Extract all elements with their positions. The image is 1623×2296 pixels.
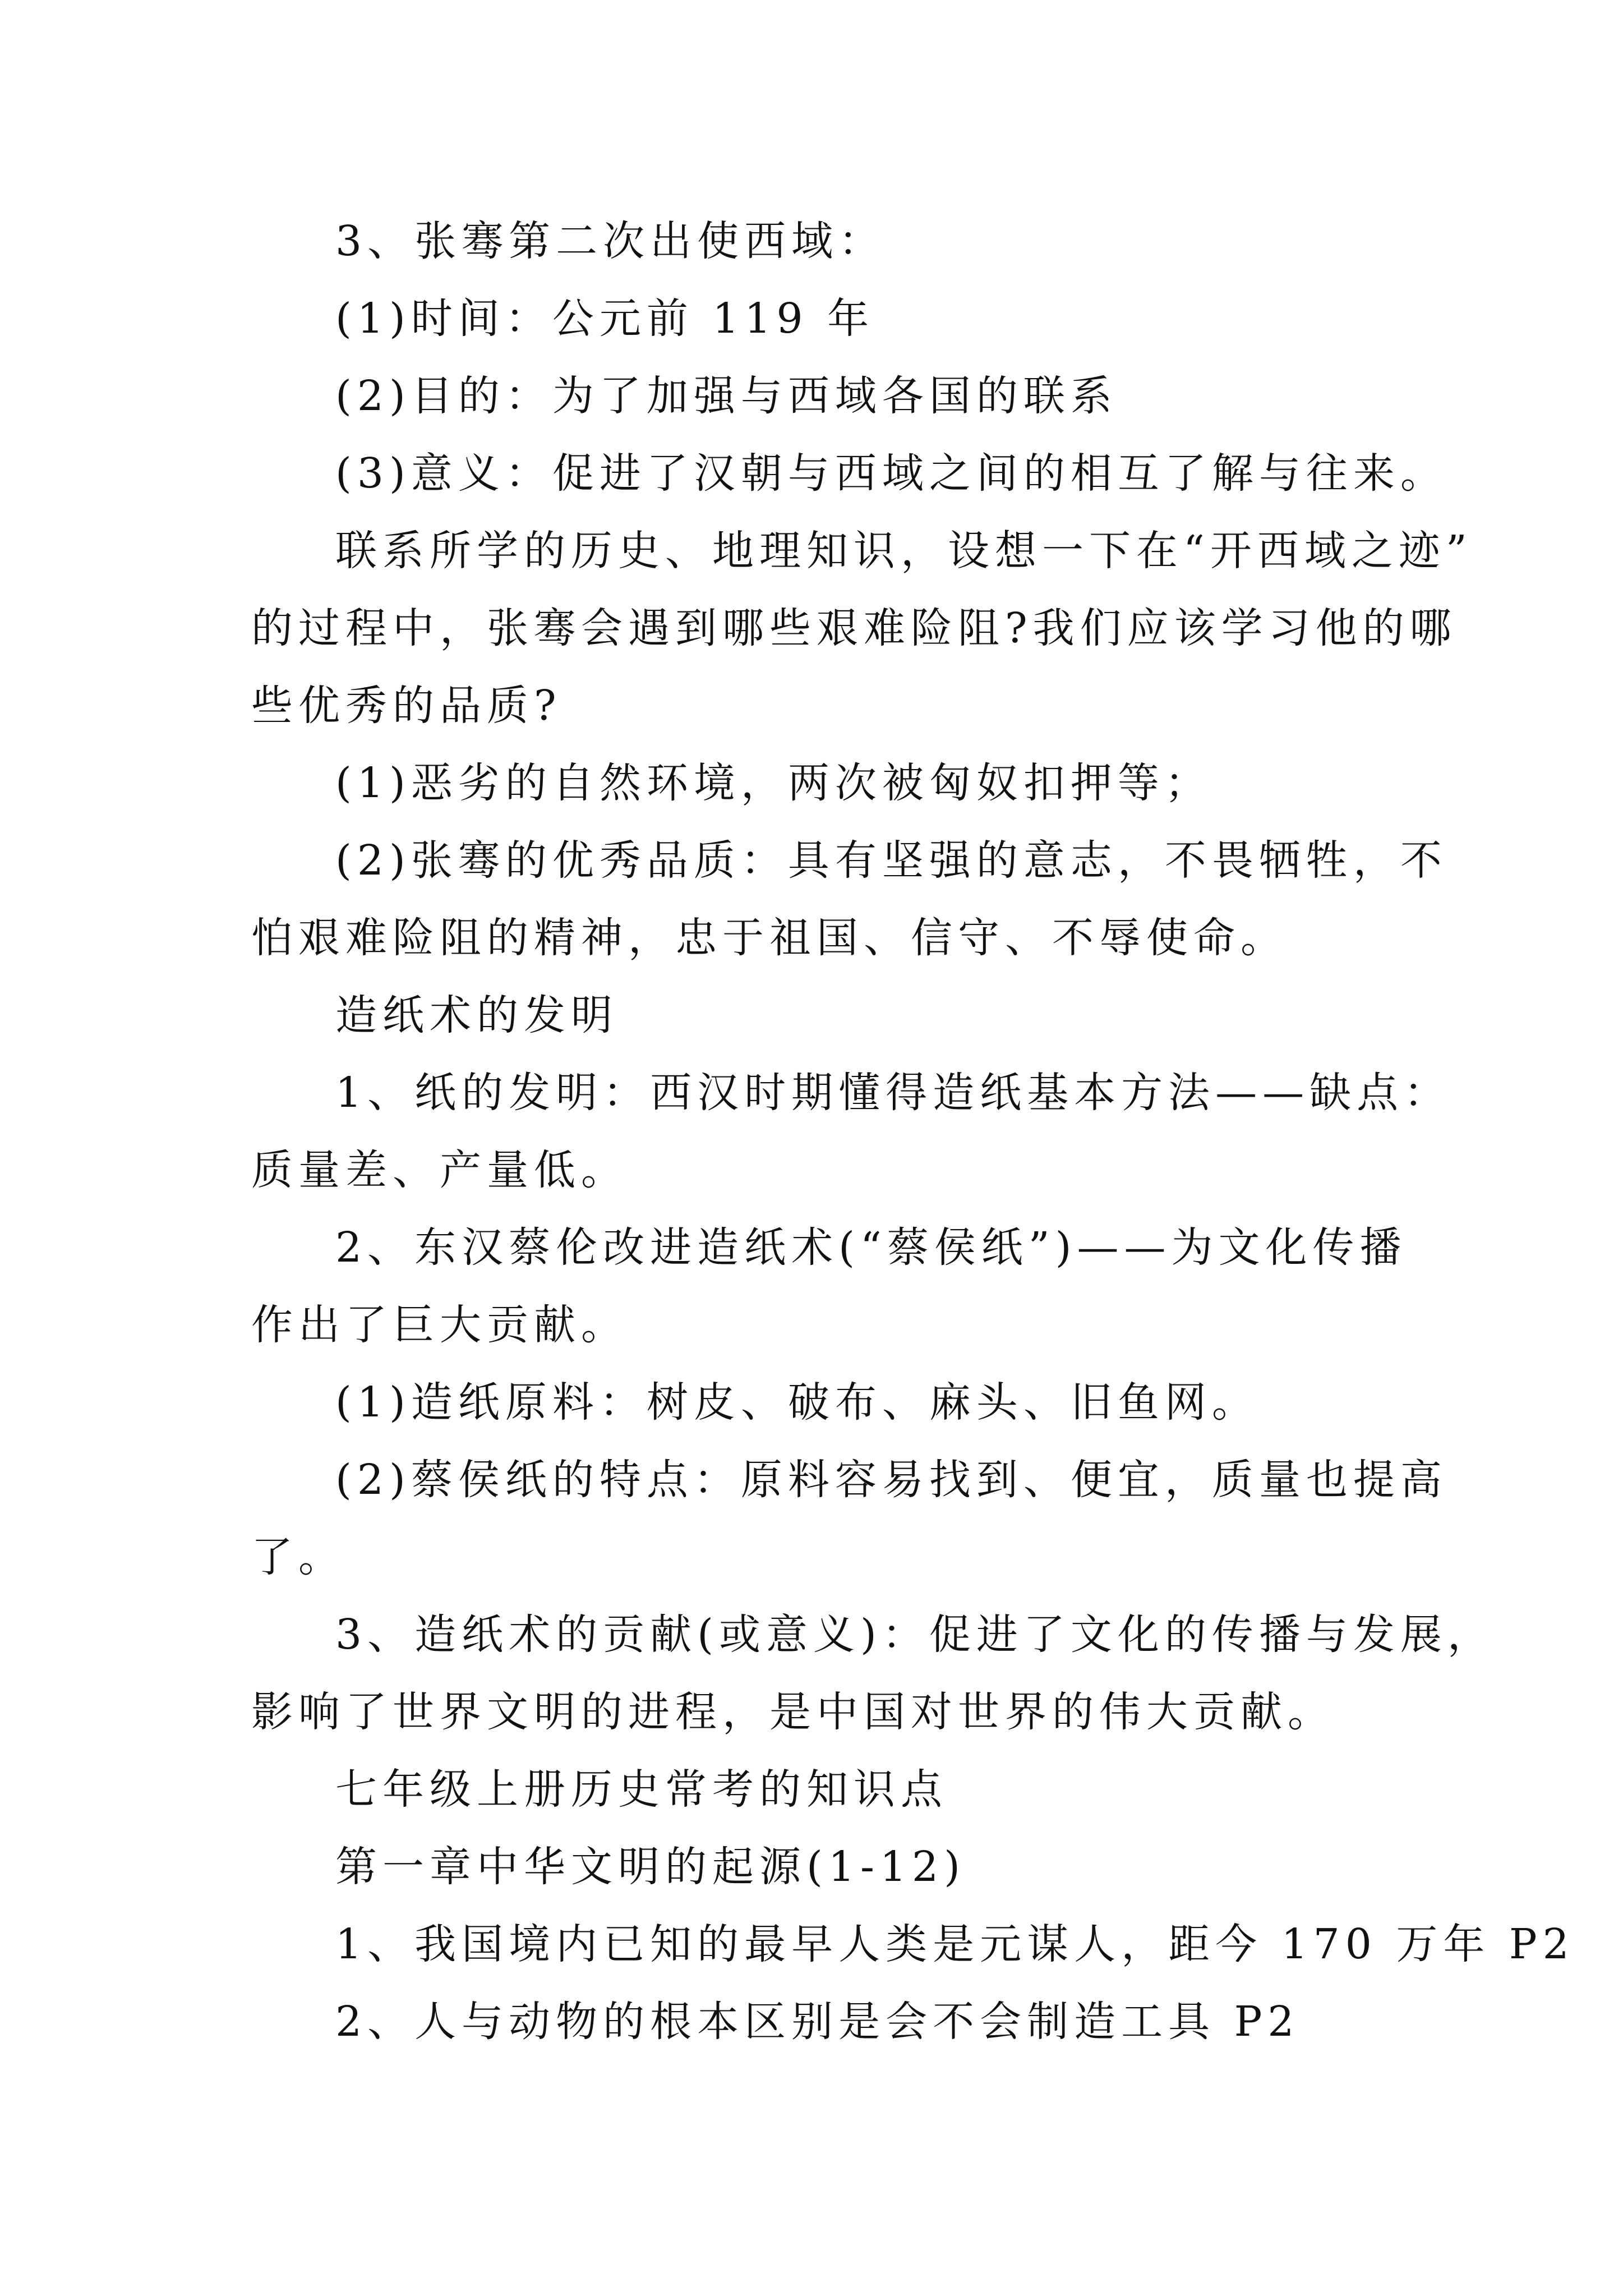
paragraph-line: 3、张骞第二次出使西域： — [335, 217, 886, 265]
section-heading: 七年级上册历史常考的知识点 — [335, 1765, 948, 1814]
section-heading: 造纸术的发明 — [335, 991, 618, 1039]
paragraph-line: 2、东汉蔡伦改进造纸术(“蔡侯纸”)——为文化传播 — [335, 1223, 1407, 1272]
paragraph-line: 作出了巨大贡献。 — [251, 1301, 628, 1349]
chapter-heading: 第一章中华文明的起源(1-12) — [335, 1843, 966, 1891]
paragraph-line: 1、我国境内已知的最早人类是元谋人，距今 170 万年 P2 — [335, 1920, 1575, 1968]
paragraph-line: 了。 — [251, 1533, 345, 1581]
paragraph-line: 质量差、产量低。 — [251, 1146, 628, 1194]
paragraph-line: 3、造纸术的贡献(或意义)：促进了文化的传播与发展， — [335, 1611, 1495, 1659]
paragraph-line: 些优秀的品质? — [251, 682, 562, 730]
paragraph-line: 的过程中，张骞会遇到哪些艰难险阻?我们应该学习他的哪 — [251, 604, 1457, 652]
paragraph-line: 1、纸的发明：西汉时期懂得造纸基本方法——缺点： — [335, 1069, 1451, 1117]
paragraph-line: (2)目的：为了加强与西域各国的联系 — [335, 372, 1118, 420]
paragraph-line: (1)恶劣的自然环境，两次被匈奴扣押等； — [335, 759, 1212, 807]
paragraph-line: (1)造纸原料：树皮、破布、麻头、旧鱼网。 — [335, 1378, 1259, 1427]
paragraph-line: 影响了世界文明的进程，是中国对世界的伟大贡献。 — [251, 1688, 1335, 1736]
paragraph-line: (3)意义：促进了汉朝与西域之间的相互了解与往来。 — [335, 449, 1447, 498]
paragraph-line: 怕艰难险阻的精神，忠于祖国、信守、不辱使命。 — [251, 914, 1288, 962]
paragraph-line: (2)张骞的优秀品质：具有坚强的意志，不畏牺牲，不 — [335, 836, 1447, 885]
paragraph-line: 2、人与动物的根本区别是会不会制造工具 P2 — [335, 1998, 1300, 2046]
paragraph-line: 联系所学的历史、地理知识，设想一下在“开西域之迹” — [335, 527, 1473, 575]
paragraph-line: (2)蔡侯纸的特点：原料容易找到、便宜，质量也提高 — [335, 1456, 1447, 1504]
paragraph-line: (1)时间：公元前 119 年 — [335, 295, 875, 343]
